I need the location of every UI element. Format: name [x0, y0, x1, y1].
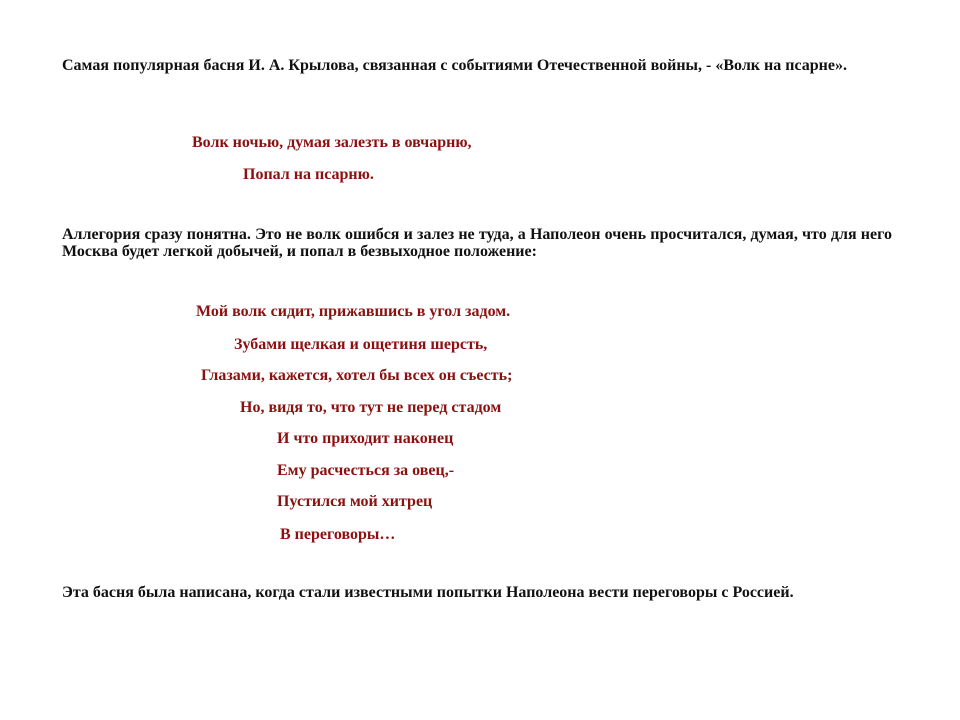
verse-line: Зубами щелкая и ощетиня шерсть,: [234, 336, 488, 353]
verse-line: В переговоры…: [280, 526, 396, 543]
verse-line: Попал на псарню.: [243, 166, 374, 183]
verse-line: Глазами, кажется, хотел бы всех он съесть;: [201, 367, 513, 384]
closing-paragraph: Эта басня была написана, когда стали известными попытки Наполеона вести переговоры с Россией.: [62, 584, 794, 601]
intro-paragraph: Самая популярная басня И. А. Крылова, связанная с событиями Отечественной войны, - «Волк на псарне».: [62, 57, 847, 74]
verse-line: Пустился мой хитрец: [277, 493, 433, 510]
verse-line: Ему расчесться за овец,-: [277, 462, 455, 479]
verse-line: Но, видя то, что тут не перед стадом: [240, 399, 502, 416]
verse-line: Мой волк сидит, прижавшись в угол задом.: [196, 303, 511, 320]
verse-line: И что приходит наконец: [277, 430, 454, 447]
allegory-paragraph: Аллегория сразу понятна. Это не волк ошибся и залез не туда, а Наполеон очень просчитался, думая, что для него Москва будет легкой добычей, и попал в безвыходное положение:: [62, 226, 892, 260]
verse-line: Волк ночью, думая залезть в овчарню,: [192, 134, 472, 151]
